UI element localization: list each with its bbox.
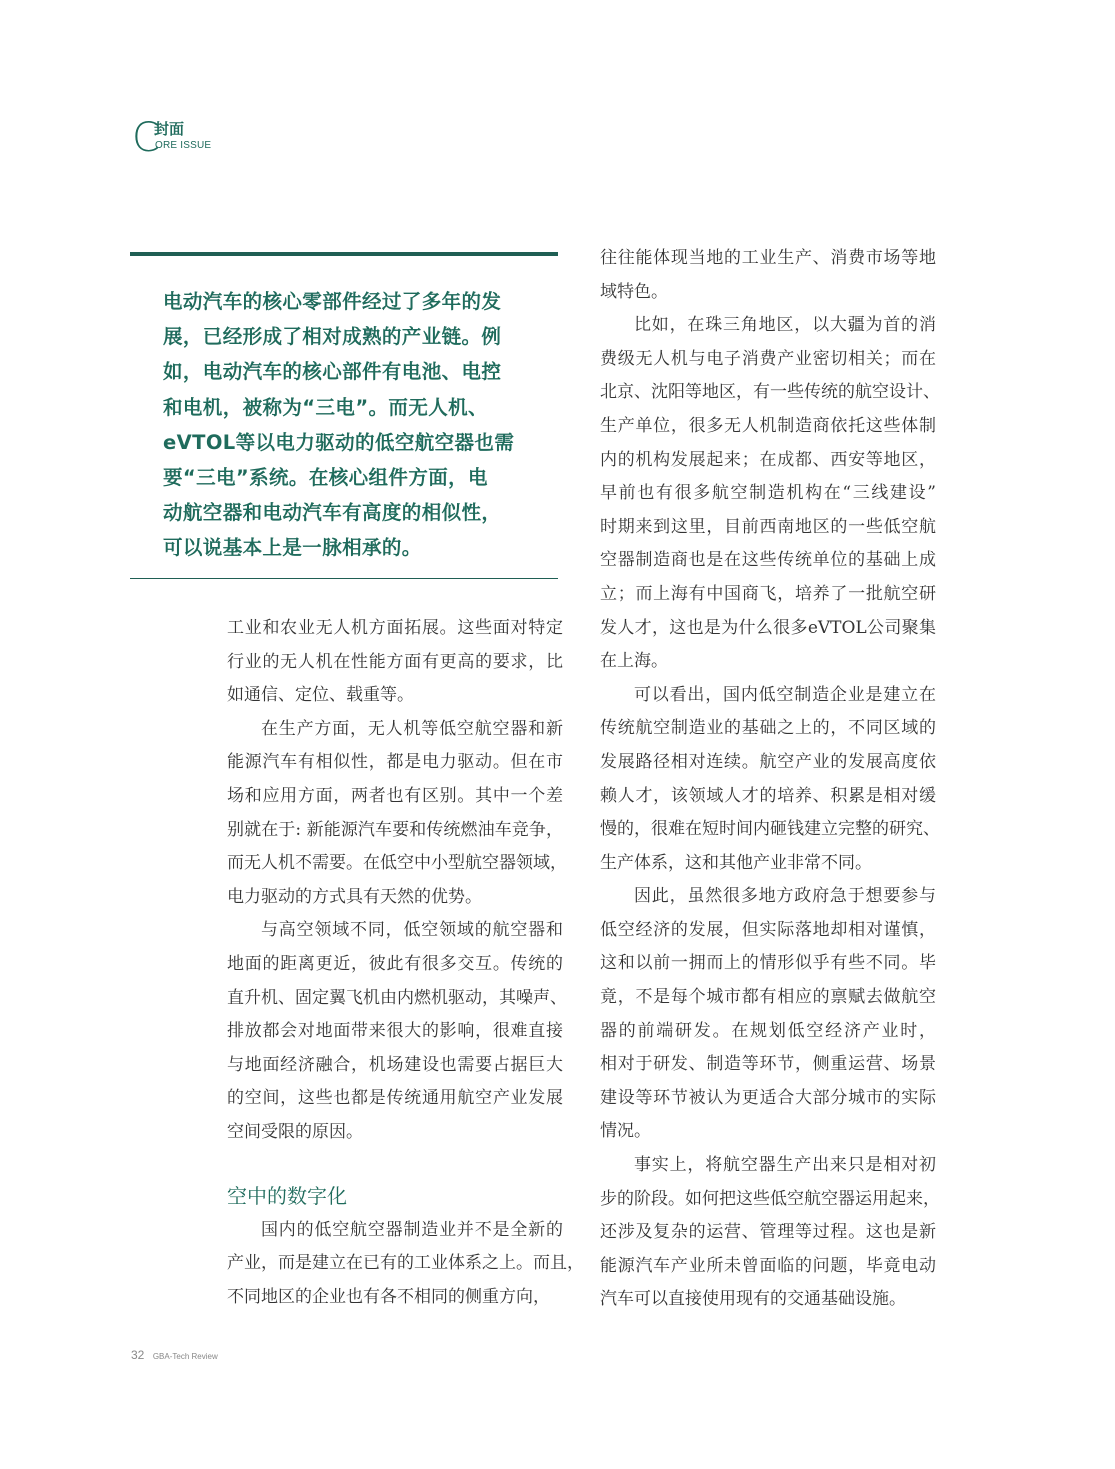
text-line: 发展路径相对连续。航空产业的发展高度依 <box>600 751 936 772</box>
paragraph <box>227 914 567 1149</box>
text-line: 北京、沈阳等地区，有一些传统的航空设计、 <box>600 382 940 403</box>
text-line: 早前也有很多航空制造机构在“三线建设” <box>600 483 936 504</box>
pull-quote-line: 电动汽车的核心零部件经过了多年的发 <box>163 290 502 313</box>
section-logo <box>132 115 252 161</box>
page-footer <box>131 1346 218 1364</box>
text-line: 能源汽车有相似性，都是电力驱动。但在市 <box>227 752 563 773</box>
paragraph <box>600 1149 940 1317</box>
text-line: 往往能体现当地的工业生产、消费市场等地 <box>600 248 936 268</box>
text-line: 汽车可以直接使用现有的交通基础设施。 <box>600 1289 906 1310</box>
section-logo-letter: C <box>132 115 160 161</box>
text-line: 因此，虽然很多地方政府急于想要参与 <box>634 886 936 907</box>
text-line: 在上海。 <box>600 651 668 672</box>
publication-name: GBA-Tech Review <box>152 1352 218 1361</box>
right-column <box>600 242 940 1317</box>
paragraph <box>227 713 567 915</box>
pull-quote-line: 可以说基本上是一脉相承的。 <box>163 536 422 560</box>
left-column <box>227 612 584 1314</box>
text-line: 直升机、固定翼飞机由内燃机驱动，其噪声、 <box>227 987 567 1008</box>
text-line: 在生产方面，无人机等低空航空器和新 <box>261 718 563 739</box>
paragraph <box>227 1214 584 1315</box>
pull-quote-top-rule <box>130 252 558 256</box>
text-line: 工业和农业无人机方面拓展。这些面对特定 <box>227 618 563 638</box>
text-line: 空间受限的原因。 <box>227 1121 363 1142</box>
text-line: 与地面经济融合，机场建设也需要占据巨大 <box>227 1054 563 1075</box>
text-line: 赖人才，该领域人才的培养、积累是相对缓 <box>600 785 936 806</box>
text-line: 行业的无人机在性能方面有更高的要求，比 <box>227 651 563 672</box>
text-line: 地面的距离更近，彼此有很多交互。传统的 <box>227 953 563 974</box>
text-line: 费级无人机与电子消费产业密切相关；而在 <box>600 348 936 369</box>
text-line: 的空间，这些也都是传统通用航空产业发展 <box>227 1088 563 1109</box>
text-line: 步的阶段。如何把这些低空航空器运用起来， <box>600 1188 940 1209</box>
text-line: 电力驱动的方式具有天然的优势。 <box>227 886 482 907</box>
text-line: 国内的低空航空器制造业并不是全新的 <box>261 1219 563 1240</box>
text-line: 发人才，这也是为什么很多eVTOL公司聚集 <box>600 617 936 638</box>
text-line: 内的机构发展起来；在成都、西安等地区， <box>600 449 936 470</box>
pull-quote-text <box>163 284 533 566</box>
text-line: 这和以前一拥而上的情形似乎有些不同。毕 <box>600 953 936 974</box>
text-line: 还涉及复杂的运营、管理等过程。这也是新 <box>600 1222 936 1243</box>
text-line: 如通信、定位、载重等。 <box>227 685 414 706</box>
text-line: 竟，不是每个城市都有相应的禀赋去做航空 <box>600 987 936 1008</box>
pull-quote-line: eVTOL等以电力驱动的低空航空器也需 <box>163 430 515 454</box>
pull-quote-line: 动航空器和电动汽车有高度的相似性， <box>163 501 502 525</box>
text-line: 空器制造商也是在这些传统单位的基础上成 <box>600 550 936 571</box>
paragraph <box>600 880 936 1149</box>
text-line: 生产单位，很多无人机制造商依托这些体制 <box>600 415 936 436</box>
text-line: 生产体系，这和其他产业非常不同。 <box>600 852 872 873</box>
section-subheading: 空中的数字化 <box>227 1183 347 1208</box>
section-title-en: ORE ISSUE <box>155 140 212 151</box>
text-line: 产业，而是建立在已有的工业体系之上。而且， <box>227 1253 584 1274</box>
paragraph <box>600 679 940 881</box>
text-line: 情况。 <box>600 1121 651 1142</box>
paragraph <box>227 612 563 713</box>
text-line: 而无人机不需要。在低空中小型航空器领域， <box>227 853 567 874</box>
text-line: 不同地区的企业也有各不相同的侧重方向， <box>227 1286 550 1307</box>
paragraph <box>600 309 940 679</box>
pull-quote-bottom-rule <box>130 578 558 579</box>
text-line: 别就在于: 新能源汽车要和传统燃油车竞争， <box>227 819 563 840</box>
text-line: 场和应用方面，两者也有区别。其中一个差 <box>227 785 563 806</box>
text-line: 慢的，很难在短时间内砸钱建立完整的研究、 <box>600 819 940 840</box>
text-line: 时期来到这里，目前西南地区的一些低空航 <box>600 516 936 537</box>
text-line: 事实上，将航空器生产出来只是相对初 <box>634 1155 936 1176</box>
pull-quote <box>130 252 558 580</box>
pull-quote-line: 和电机，被称为“三电”。而无人机、 <box>163 395 488 419</box>
text-line: 域特色。 <box>600 281 668 302</box>
text-line: 能源汽车产业所未曾面临的问题，毕竟电动 <box>600 1255 936 1276</box>
text-line: 相对于研发、制造等环节，侧重运营、场景 <box>600 1054 936 1075</box>
text-line: 低空经济的发展，但实际落地却相对谨慎， <box>600 919 936 940</box>
text-line: 器的前端研发。在规划低空经济产业时， <box>600 1020 936 1041</box>
text-line: 传统航空制造业的基础之上的，不同区域的 <box>600 718 936 739</box>
text-line: 可以看出，国内低空制造企业是建立在 <box>634 684 936 705</box>
text-line: 排放都会对地面带来很大的影响，很难直接 <box>227 1021 563 1042</box>
section-title-cn: 封面 <box>154 120 185 138</box>
text-line: 立；而上海有中国商飞，培养了一批航空研 <box>600 583 936 604</box>
page-number: 32 <box>131 1348 145 1362</box>
pull-quote-line: 展，已经形成了相对成熟的产业链。例 <box>163 325 502 349</box>
pull-quote-line: 如，电动汽车的核心部件有电池、电控 <box>163 360 502 384</box>
pull-quote-line: 要“三电”系统。在核心组件方面，电 <box>163 466 488 490</box>
paragraph <box>600 242 936 309</box>
text-line: 与高空领域不同，低空领域的航空器和 <box>261 920 563 941</box>
text-line: 建设等环节被认为更适合大部分城市的实际 <box>600 1087 936 1108</box>
text-line: 比如，在珠三角地区，以大疆为首的消 <box>634 315 936 336</box>
